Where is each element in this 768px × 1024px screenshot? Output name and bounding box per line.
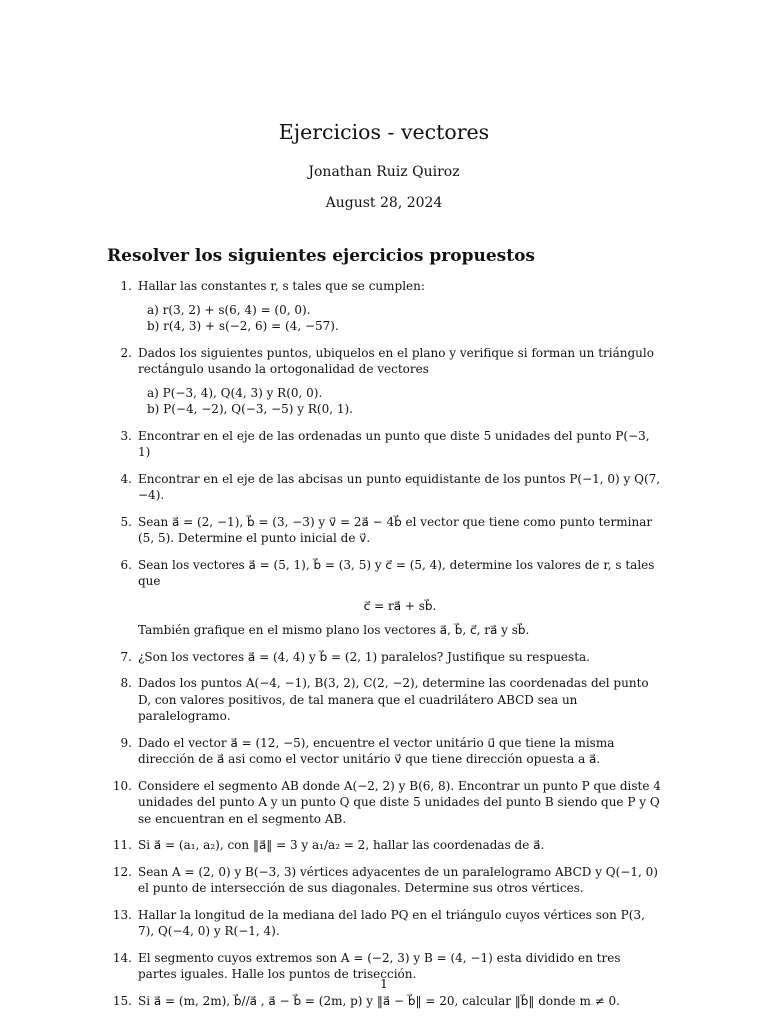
- exercise-item: [0, 557, 662, 639]
- exercise-item: [0, 514, 662, 547]
- exercise-text: Sean A = (2, 0) y B(−3, 3) vértices adyacentes de un paralelogramo ABCD y Q(−1, 0) el punto de intersección de sus diagonales. Determine sus otros vértices.: [138, 864, 658, 895]
- exercise-subitems: [138, 385, 662, 418]
- exercise-subitem: b) r(4, 3) + s(−2, 6) = (4, −57).: [147, 319, 339, 333]
- exercise-number: 3.: [120, 428, 132, 443]
- exercise-item: [0, 649, 662, 666]
- exercise-text: ¿Son los vectores a⃗ = (4, 4) y b⃗ = (2, 1) paralelos? Justifique su respuesta.: [138, 649, 590, 664]
- exercise-item: [0, 428, 662, 461]
- exercise-subitem: a) P(−3, 4), Q(4, 3) y R(0, 0).: [147, 385, 323, 400]
- exercise-number: 2.: [120, 345, 132, 360]
- exercise-text: Considere el segmento AB donde A(−2, 2) y B(6, 8). Encontrar un punto P que diste 4 unidades del punto A y un punto Q que diste 5 unidades del punto B siendo que P y Q se encuentran en el segmento AB.: [138, 778, 661, 826]
- exercise-text: Hallar la longitud de la mediana del lado PQ en el triángulo cuyos vértices son P(3, 7), Q(−4, 0) y R(−1, 4).: [138, 907, 645, 938]
- exercise-extra-text: También grafique en el mismo plano los vectores a⃗, b⃗, c⃗, ra⃗ y sb⃗.: [138, 623, 530, 637]
- exercise-item: [0, 675, 662, 725]
- exercise-text: Si a⃗ = (a₁, a₂), con ‖a⃗‖ = 3 y a₁/a₂ = 2, hallar las coordenadas de a⃗.: [138, 838, 545, 852]
- exercise-number: 6.: [120, 557, 132, 572]
- exercise-text: El segmento cuyos extremos son A = (−2, 3) y B = (4, −1) esta dividido en tres partes iguales. Halle los puntos de trisección.: [138, 950, 621, 981]
- exercise-item: [0, 864, 662, 897]
- exercise-number: 10.: [112, 778, 132, 793]
- exercise-text: Sean a⃗ = (2, −1), b⃗ = (3, −3) y v⃗ = 2a⃗ − 4b⃗ el vector que tiene como punto terminar (5, 5). Determine el punto inicial de v⃗.: [138, 514, 653, 545]
- exercise-item: [0, 907, 662, 940]
- exercise-text: Dados los siguientes puntos, ubiquelos en el plano y verifique si forman un triángulo rectángulo usando la ortogonalidad de vectores: [138, 345, 654, 376]
- exercise-item: [0, 837, 662, 854]
- exercise-text: Dados los puntos A(−4, −1), B(3, 2), C(2, −2), determine las coordenadas del punto D, con valores positivos, de tal manera que el cuadrilátero ABCD sea un paralelogramo.: [138, 676, 649, 723]
- section-heading: Resolver los siguientes ejercicios propuestos: [107, 246, 535, 266]
- exercise-text: Sean los vectores a⃗ = (5, 1), b⃗ = (3, 5) y c⃗ = (5, 4), determine los valores de r, s tales que: [138, 557, 655, 588]
- exercise-item: [0, 778, 662, 828]
- exercise-number: 5.: [120, 514, 132, 529]
- exercise-item: [0, 735, 662, 768]
- exercise-text: Si a⃗ = (m, 2m), b⃗//a⃗ , a⃗ − b⃗ = (2m, p) y ‖a⃗ − b⃗‖ = 20, calcular ‖b⃗‖ donde m ≠ 0.: [138, 993, 620, 1008]
- page-number: 1: [380, 977, 388, 991]
- exercise-number: 1.: [120, 279, 132, 293]
- exercise-text: Encontrar en el eje de las ordenadas un punto que diste 5 unidades del punto P(−3, 1): [138, 428, 650, 459]
- exercise-list: [0, 278, 768, 1019]
- exercise-subitem: b) P(−4, −2), Q(−3, −5) y R(0, 1).: [147, 402, 353, 416]
- exercise-item: [0, 993, 662, 1010]
- exercise-text: Encontrar en el eje de las abcisas un punto equidistante de los puntos P(−1, 0) y Q(7, −4).: [138, 471, 661, 502]
- exercise-number: 13.: [112, 907, 132, 922]
- exercise-item: [0, 278, 662, 335]
- exercise-text: Hallar las constantes r, s tales que se cumplen:: [138, 279, 425, 293]
- exercise-item: [0, 345, 662, 418]
- document-date: August 28, 2024: [325, 195, 443, 211]
- exercise-number: 12.: [112, 864, 132, 879]
- exercise-number: 7.: [120, 649, 132, 664]
- exercise-number: 15.: [112, 993, 132, 1008]
- exercise-number: 11.: [112, 838, 132, 852]
- exercise-number: 9.: [120, 735, 132, 750]
- document-author: Jonathan Ruiz Quiroz: [308, 164, 460, 180]
- exercise-equation: c⃗ = ra⃗ + sb⃗.: [363, 598, 437, 613]
- exercise-number: 8.: [120, 676, 132, 690]
- exercise-number: 4.: [120, 471, 132, 486]
- exercise-text: Dado el vector a⃗ = (12, −5), encuentre el vector unitário u⃗ que tiene la misma dirección de a⃗ asi como el vector unitário v⃗ que tiene dirección opuesta a a⃗.: [138, 735, 615, 766]
- document-title: Ejercicios - vectores: [278, 120, 490, 144]
- exercise-number: 14.: [112, 950, 132, 965]
- exercise-subitems: [138, 302, 662, 335]
- exercise-item: [0, 471, 662, 504]
- exercise-subitem: a) r(3, 2) + s(6, 4) = (0, 0).: [147, 302, 311, 317]
